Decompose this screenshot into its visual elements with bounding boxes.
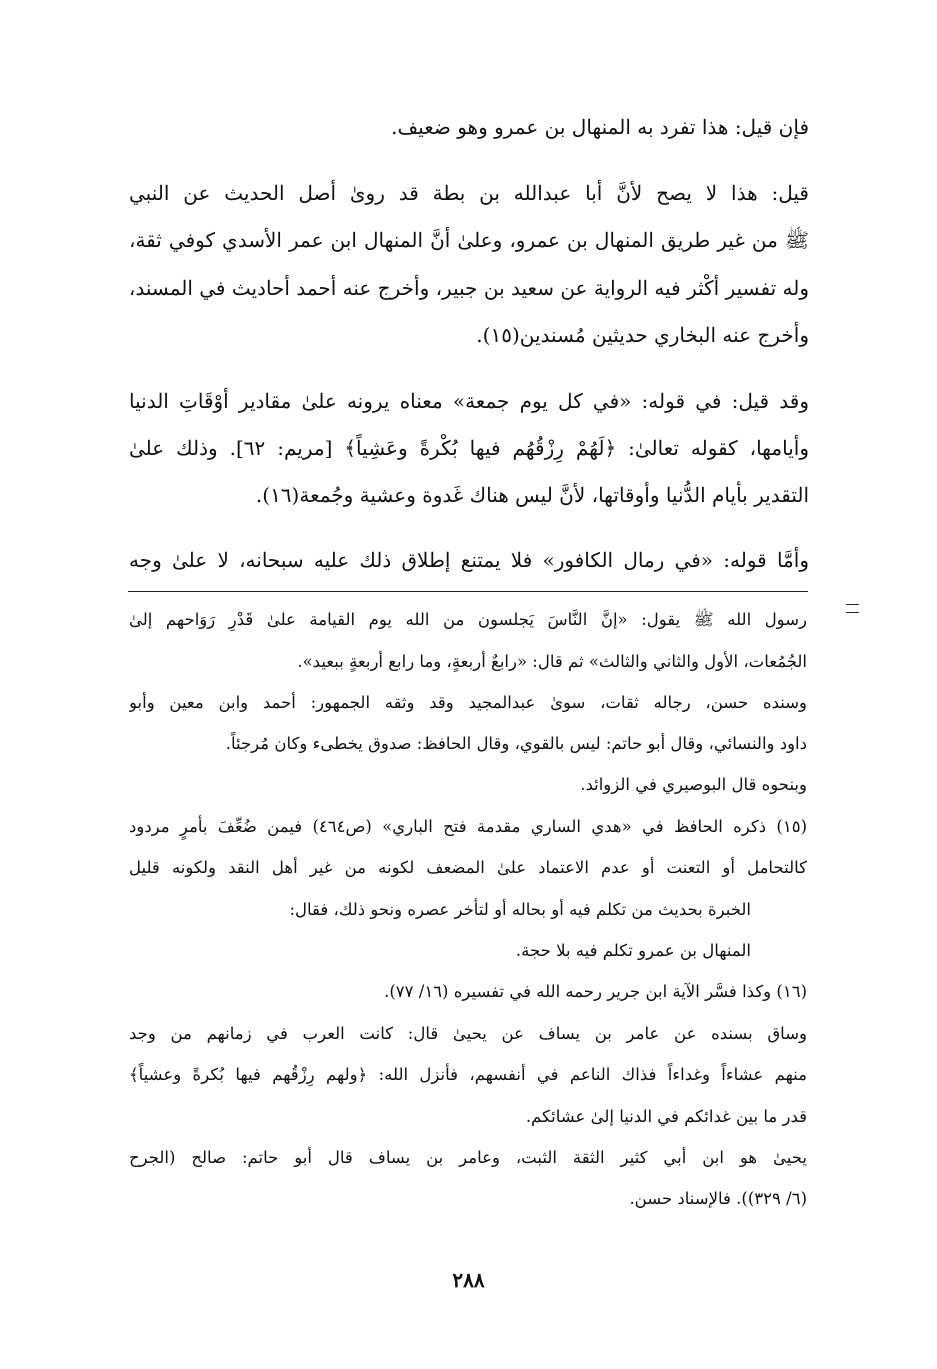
footnote-continued-line-1: رسول الله ﷺ يقول: «إنَّ النَّاسَ يَجلسون من الله يوم القيامة علىٰ قَدْرِ رَوَاحهم إلىٰ xyxy=(129,610,807,629)
footnote-separator xyxy=(128,591,808,592)
paragraph-reply-line-3: وله تفسير أكْثر فيه الرواية عن سعيد بن جبير، وأخرج عنه أحمد أحاديث في المسند، xyxy=(129,276,809,300)
footnote-continued-line-5: وبنحوه قال البوصيري في الزوائد. xyxy=(580,775,807,794)
paragraph-objection: فإن قيل: هذا تفرد به المنهال بن عمرو وهو ضعيف. xyxy=(391,115,809,139)
footnote-continued-line-2: الجُمُعات، الأول والثاني والثالث» ثم قال: «رابعٌ أربعةٍ، وما رابع أربعةٍ ببعيد». xyxy=(297,652,807,671)
footnote-continued-line-3: وسنده حسن، رجاله ثقات، سوىٰ عبدالمجيد وقد وثقه الجمهور: أحمد وابن معين وأبو xyxy=(129,693,807,712)
footnote-15-line-4: المنهال بن عمرو تكلم فيه بلا حجة. xyxy=(515,941,751,960)
footnote-continued-line-4: داود والنسائي، وقال أبو حاتم: ليس بالقوي، وقال الحافظ: صدوق يخطىء وكان مُرجئاً. xyxy=(225,734,807,753)
footnote-16-line-4: قدر ما بين غدائكم في الدنيا إلىٰ عشائكم. xyxy=(525,1107,807,1126)
continuation-mark xyxy=(846,604,859,613)
footnote-16-line-3: منهم عشاءاً وغداءاً فذاك الناعم في أنفسهم، فأنزل الله: ﴿ولهم رِزْقُهم فيها بُكرةً وعشياً﴾ xyxy=(129,1065,807,1084)
footnote-16-line-2: وساق بسنده عن عامر بن يساف عن يحيىٰ قال: كانت العرب في زمانهم من وجد xyxy=(129,1024,807,1043)
paragraph-friday-line-3: التقدير بأيام الدُّنيا وأوقاتها، لأنَّ ليس هناك غَدوة وعشية وجُمعة(١٦). xyxy=(255,483,809,507)
paragraph-friday-line-2: وأيامها، كقوله تعالىٰ: ﴿لَهُمْ رِزْقُهُم فيها بُكْرةً وعَشِياً﴾ [مريم: ٦٢]. وذلك علىٰ xyxy=(129,436,809,460)
footnote-16-line-1: (١٦) وكذا فسَّر الآية ابن جرير رحمه الله في تفسيره (١٦/ ٧٧). xyxy=(384,982,807,1001)
page-number: ٢٨٨ xyxy=(452,1268,485,1292)
paragraph-camphor: وأمَّا قوله: «في رمال الكافور» فلا يمتنع إطلاق ذلك عليه سبحانه، لا علىٰ وجه xyxy=(129,548,809,572)
footnote-16-line-6: (٦/ ٣٢٩)). فالإسناد حسن. xyxy=(629,1189,807,1208)
paragraph-reply-line-4: وأخرج عنه البخاري حديثين مُسندين(١٥). xyxy=(476,323,809,347)
footnote-16-line-5: يحيىٰ هو ابن أبي كثير الثقة الثبت، وعامر بن يساف قال أبو حاتم: صالح (الجرح xyxy=(129,1148,807,1167)
paragraph-reply-line-2: ﷺ من غير طريق المنهال بن عمرو، وعلىٰ أنَّ المنهال ابن عمر الأسدي كوفي ثقة، xyxy=(129,228,809,252)
footnote-15-line-3: الخبرة بحديث من تكلم فيه أو بحاله أو لتأخر عصره ونحو ذلك، فقال: xyxy=(289,900,751,919)
footnote-15-line-2: كالتحامل أو التعنت أو عدم الاعتماد علىٰ المضعف لكونه من غير أهل النقد ولكونه قليل xyxy=(129,858,807,877)
paragraph-friday-line-1: وقد قيل: في قوله: «في كل يوم جمعة» معناه يرونه علىٰ مقادير أوْقَاتِ الدنيا xyxy=(129,389,809,413)
paragraph-reply-line-1: قيل: هذا لا يصح لأنَّ أبا عبدالله بن بطة قد روىٰ أصل الحديث عن النبي xyxy=(129,181,809,205)
footnote-15-line-1: (١٥) ذكره الحافظ في «هدي الساري مقدمة فتح الباري» (ص٤٦٤) فيمن ضُعِّفَ بأمرٍ مردود xyxy=(129,817,807,836)
